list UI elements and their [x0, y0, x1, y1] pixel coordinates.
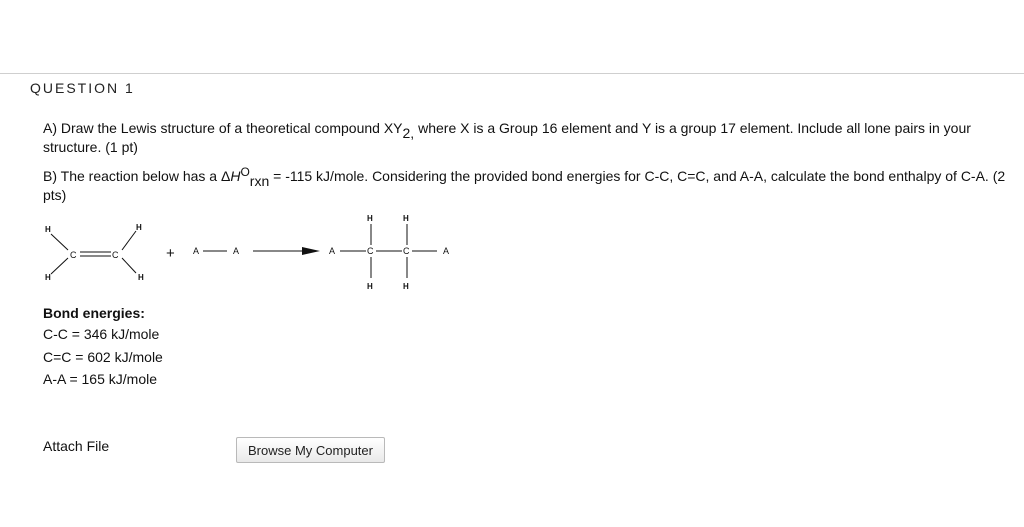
rxn-subscript: rxn: [249, 173, 270, 189]
atom-c: C: [70, 250, 77, 260]
attach-file-label: Attach File: [43, 438, 110, 454]
bond-energy-line: C=C = 602 kJ/mole: [43, 349, 163, 365]
part-a-text: A) Draw the Lewis structure of a theoretical compound XY: [43, 120, 403, 136]
atom-a: A: [233, 246, 240, 256]
question-title: QUESTION 1: [30, 80, 135, 96]
atom-c: C: [367, 246, 374, 256]
part-b-prefix: B) The reaction below has a Δ: [43, 168, 231, 184]
bond-energies-heading: Bond energies:: [43, 305, 145, 321]
question-part-b: [43, 167, 1018, 205]
reaction-diagram: [36, 210, 466, 290]
atom-h: H: [403, 282, 409, 290]
atom-c: C: [112, 250, 119, 260]
ethene-molecule: [45, 223, 144, 282]
atom-c: C: [403, 246, 410, 256]
atom-h: H: [45, 273, 51, 282]
atom-h: H: [45, 225, 51, 234]
atom-h: H: [367, 214, 373, 223]
header-divider: [0, 73, 1024, 74]
standard-state-superscript: O: [240, 165, 250, 179]
part-b-text: = -115 kJ/mole. Considering the provided bond energies for C-C, C=C, and A-A, calculate the bond enthalpy of C-A. (2 pts): [43, 168, 1006, 203]
atom-h: H: [138, 273, 144, 282]
reaction-arrow: [253, 247, 320, 255]
enthalpy-symbol: H: [230, 168, 241, 184]
atom-a: A: [443, 246, 450, 256]
a-a-molecule: [193, 246, 239, 256]
part-a-text-rest: where X is a Group 16 element and Y is a group 17 element. Include all lone pairs in your structure. (1 pt): [43, 120, 971, 155]
atom-h: H: [367, 282, 373, 290]
atom-a: A: [193, 246, 200, 256]
part-a-subscript: 2,: [402, 125, 415, 141]
browse-computer-button[interactable]: Browse My Computer: [236, 437, 385, 463]
atom-a: A: [329, 246, 336, 256]
atom-h: H: [136, 223, 142, 232]
question-part-a: [43, 119, 1018, 157]
plus-sign: +: [166, 245, 175, 262]
bond-energy-line: A-A = 165 kJ/mole: [43, 371, 158, 387]
bond-energy-line: C-C = 346 kJ/mole: [43, 326, 160, 342]
product-molecule: [329, 214, 449, 290]
atom-h: H: [403, 214, 409, 223]
